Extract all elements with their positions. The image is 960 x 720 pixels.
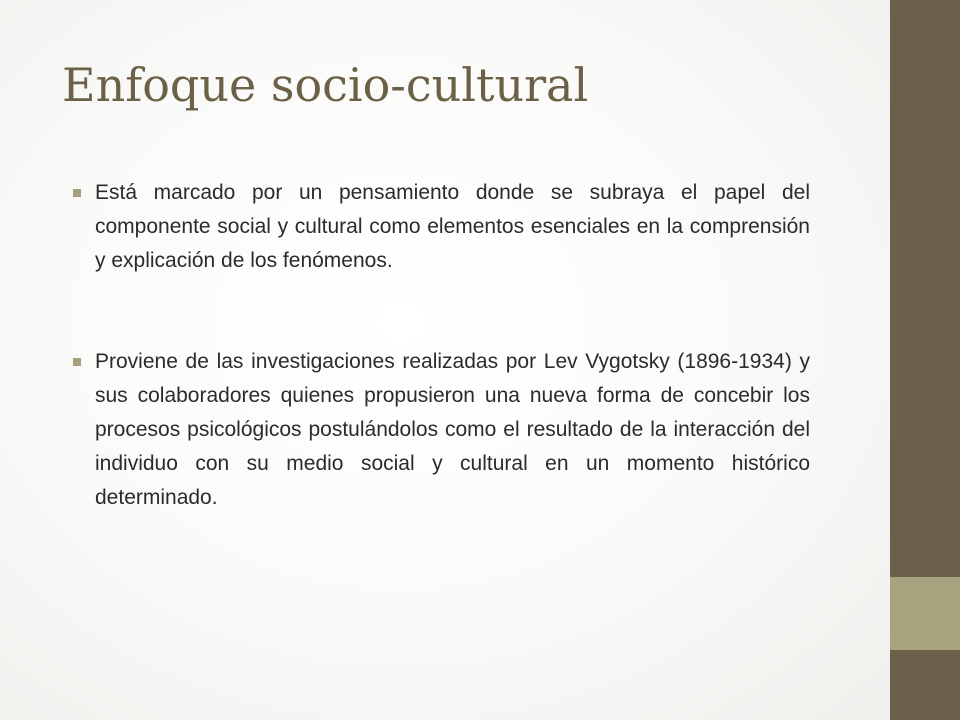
side-bar-bottom-block [890,650,960,720]
decorative-side-bar [890,0,960,720]
bullet-text: Está marcado por un pensamiento donde se subraya el papel del componente social y cultural como elementos esenciales en la comprensión y explicación de los fenómenos. [95,181,810,272]
bullet-item [70,176,810,278]
slide-title: Enfoque socio-cultural [62,58,589,112]
side-bar-accent-block [890,577,960,650]
bullet-text: Proviene de las investigaciones realizadas por Lev Vygotsky (1896-1934) y sus colaboradores quienes propusieron una nueva forma de concebir los procesos psicológicos postulándolos como el resultado de la interacción del individuo con su medio social y cultural en un momento histórico determinado. [95,350,810,509]
bullet-item [70,345,810,515]
bullet-list [70,176,810,515]
side-bar-top-block [890,0,960,577]
square-bullet-icon [73,358,81,366]
square-bullet-icon [73,189,81,197]
